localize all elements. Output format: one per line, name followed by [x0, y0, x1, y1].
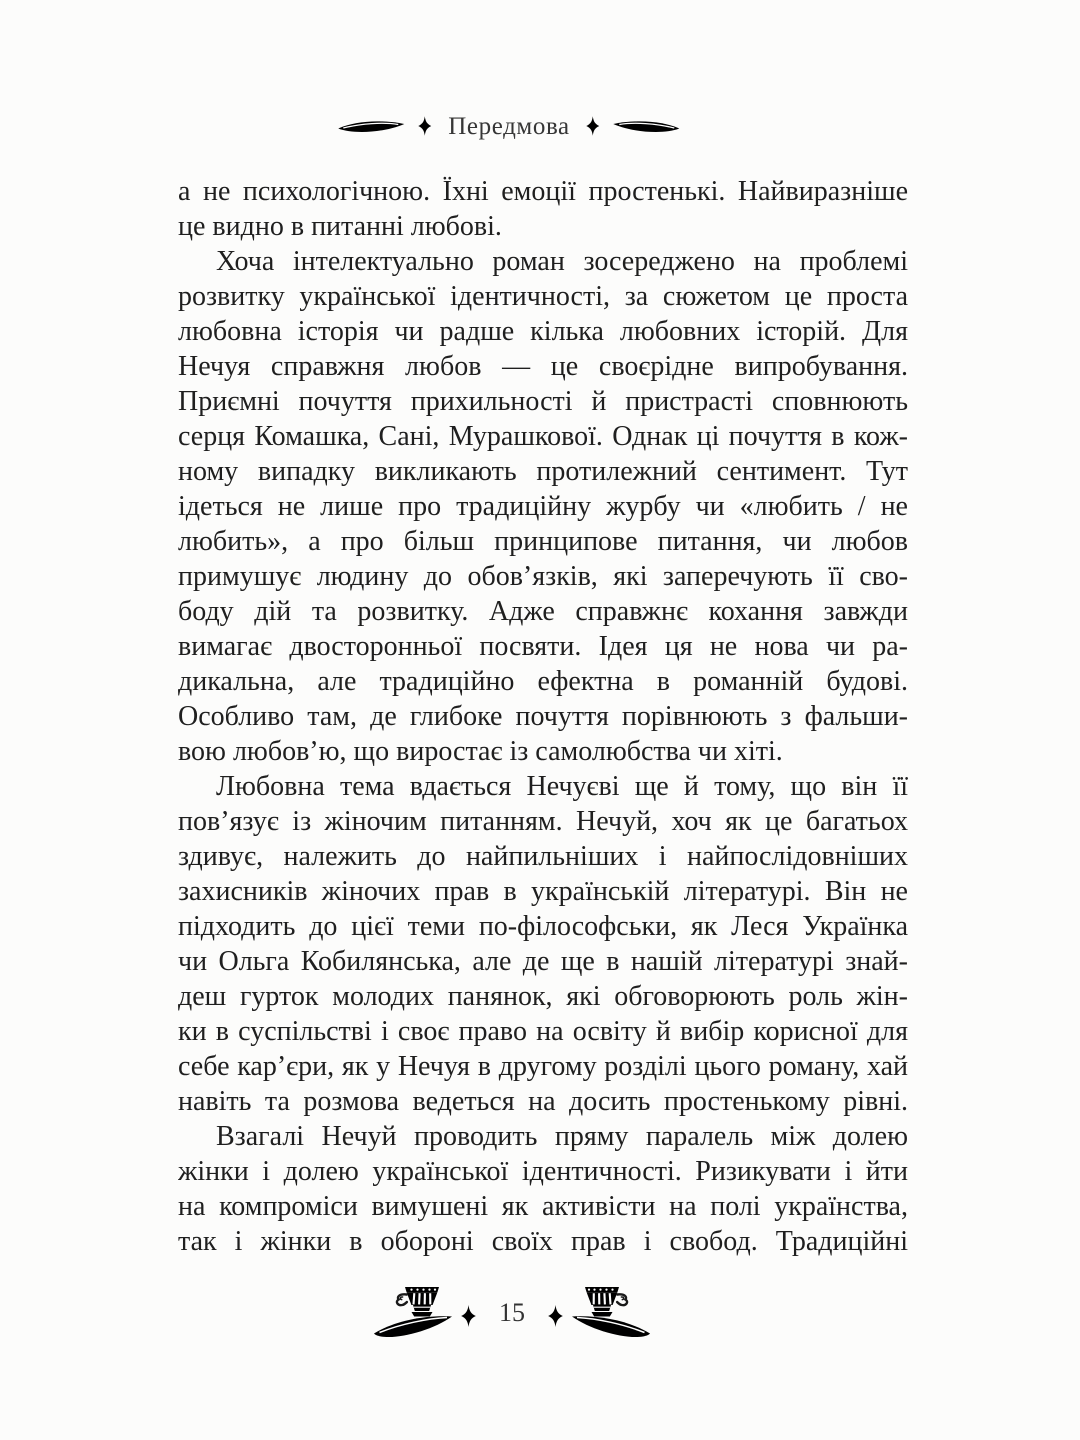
body-text-line: це видно в питанні любові.: [178, 211, 502, 242]
body-text-line: вою любов’ю, що виростає із самолюбства чи хіті.: [178, 736, 783, 767]
body-text-line: Взагалі Нечуй проводить пряму паралель між долею: [216, 1121, 908, 1152]
body-text-line: деш гурток молодих панянок, які обговорюють роль жін-: [178, 981, 908, 1012]
body-text-line: Нечуя справжня любов — це своєрідне випробування.: [178, 351, 908, 382]
page-number: 15: [499, 1298, 525, 1327]
leaf-ornament-icon: [337, 118, 405, 135]
body-text-line: здивує, належить до найпильніших і найпослідовніших: [178, 841, 908, 872]
body-text-line: Приємні почуття прихильності й пристрасті сповнюють: [178, 386, 908, 417]
leaf-ornament-icon: [613, 118, 681, 135]
body-text-line: дикальна, але традиційно ефектна в романній будові.: [178, 666, 908, 697]
four-pointed-star-icon: [418, 116, 431, 136]
body-text-line: жінки і долею української ідентичності. Ризикувати і йти: [178, 1156, 908, 1187]
leaf-ornament-icon: [373, 1312, 453, 1338]
body-text: [178, 174, 908, 1259]
body-text-line: захисників жіночих прав в українській літературі. Він не: [178, 876, 908, 907]
running-header: [337, 106, 680, 146]
body-text-line: розвитку української ідентичності, за сюжетом це проста: [178, 281, 908, 312]
body-text-line: а не психологічною. Їхні емоції простенькі. Найвиразніше: [178, 176, 908, 207]
four-pointed-star-icon: [548, 1305, 563, 1327]
teacup-leaf-ornament-icon: [373, 1284, 453, 1338]
body-text-line: вимагає двосторонньої посвяти. Ідея ця не нова чи ра-: [178, 631, 908, 662]
teacup-leaf-ornament-icon: [571, 1284, 651, 1338]
body-text-line: любовна історія чи радше кілька любовних історій. Для: [178, 316, 908, 347]
body-text-line: так і жінки в обороні своїх прав і свобод. Традиційні: [178, 1226, 908, 1257]
body-text-line: Особливо там, де глибоке почуття порівнюють з фальши-: [178, 701, 908, 732]
body-text-line: Хоча інтелектуально роман зосереджено на проблемі: [216, 246, 908, 277]
body-text-line: себе кар’єри, як у Нечуя в другому розділі цього роману, хай: [178, 1051, 908, 1082]
body-text-line: примушує людину до обов’язків, які заперечують її сво-: [178, 561, 908, 592]
four-pointed-star-icon: [587, 116, 600, 136]
body-text-line: підходить до цієї теми по-філософськи, як Леся Українка: [178, 911, 908, 942]
body-text-line: Любовна тема вдається Нечуєві ще й тому, що він її: [216, 771, 908, 802]
body-text-line: любить», а про більш принципове питання, чи любов: [178, 526, 908, 557]
body-text-line: боду дій та розвитку. Адже справжнє кохання завжди: [178, 596, 908, 627]
body-text-line: пов’язує із жіночим питанням. Нечуй, хоч як це багатьох: [178, 806, 908, 837]
body-text-line: на компроміси вимушені як активісти на полі українства,: [178, 1191, 908, 1222]
chapter-title: Передмова: [448, 113, 570, 140]
body-text-line: навіть та розмова ведеться на досить простенькому рівні.: [178, 1086, 908, 1117]
leaf-ornament-icon: [571, 1312, 651, 1338]
body-text-line: чи Ольга Кобилянська, але де ще в нашій літературі знай-: [178, 946, 908, 977]
page-footer: [373, 1284, 651, 1338]
body-text-line: ідеться не лише про традиційну журбу чи «любить / не: [178, 491, 908, 522]
body-text-line: серця Комашка, Сані, Мурашкової. Однак ці почуття в кож-: [178, 421, 908, 452]
four-pointed-star-icon: [461, 1305, 476, 1327]
body-text-line: ному випадку викликають протилежний сентимент. Тут: [178, 456, 908, 487]
body-text-line: ки в суспільстві і своє право на освіту й вибір корисної для: [178, 1016, 908, 1047]
